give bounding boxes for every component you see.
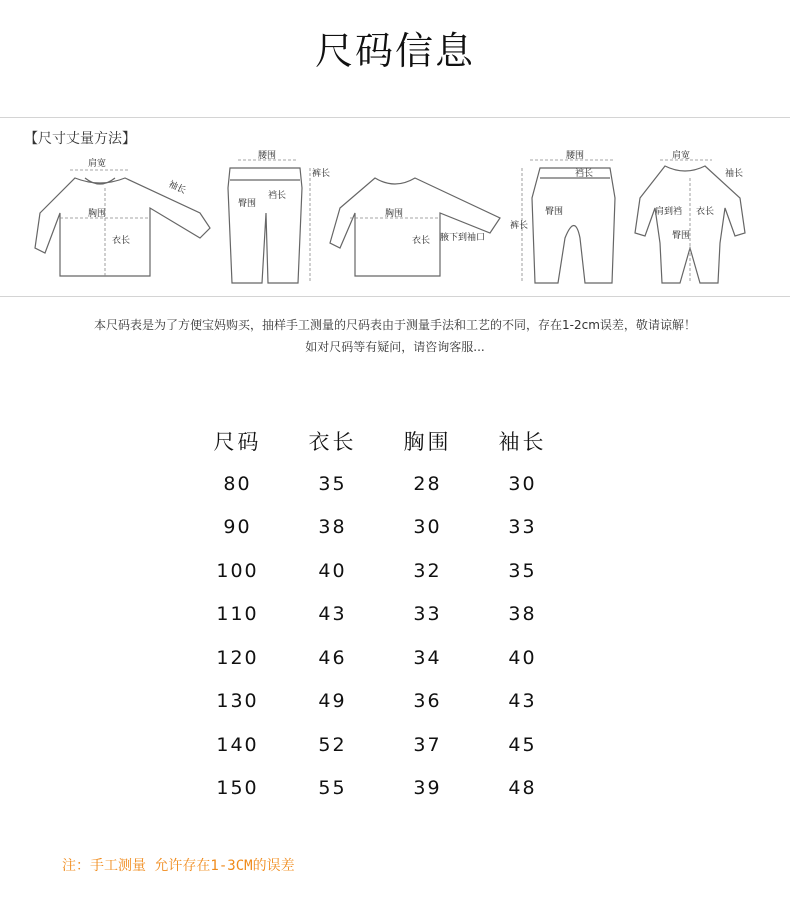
table-row: [190, 636, 570, 680]
cell-length: 49: [318, 690, 347, 713]
table-header-row: [190, 420, 570, 462]
label-shoulder: 肩宽: [88, 159, 107, 169]
cell-sleeve: 38: [508, 603, 537, 626]
label-crotch-1: 裆长: [268, 191, 287, 201]
cell-size: 90: [223, 516, 252, 539]
cell-size: 150: [216, 777, 259, 800]
label-body-length-1: 衣长: [112, 236, 131, 246]
label-chest-2: 胸围: [385, 209, 404, 219]
cell-sleeve: 43: [508, 690, 537, 713]
header-size: 尺码: [213, 430, 262, 454]
cell-chest: 28: [413, 472, 442, 495]
label-hip-1: 臀围: [238, 199, 257, 209]
cell-length: 35: [318, 472, 347, 495]
cell-sleeve: 33: [508, 516, 537, 539]
label-hip-2: 臀围: [545, 207, 564, 217]
cell-size: 130: [216, 690, 259, 713]
header-sleeve: 袖长: [498, 430, 547, 454]
table-row: [190, 506, 570, 550]
cell-length: 40: [318, 559, 347, 582]
label-pants-length-2: 裤长: [510, 221, 529, 231]
header-chest: 胸围: [403, 430, 452, 454]
cell-size: 140: [216, 733, 259, 756]
cell-length: 38: [318, 516, 347, 539]
header-length: 衣长: [308, 430, 357, 454]
label-shoulder-2: 肩宽: [672, 151, 691, 161]
size-chart-table: [190, 420, 570, 810]
page-title: 尺码信息: [314, 29, 475, 73]
measurement-diagrams: [0, 118, 790, 296]
table-row: [190, 767, 570, 811]
cell-size: 100: [216, 559, 259, 582]
cell-length: 46: [318, 646, 347, 669]
raglan-top-illustration: [330, 178, 500, 276]
table-row: [190, 462, 570, 506]
cell-sleeve: 48: [508, 777, 537, 800]
table-row: [190, 680, 570, 724]
measurement-note: 注：手工测量 允许存在1-3CM的误差: [62, 858, 295, 874]
cell-size: 110: [216, 603, 259, 626]
cell-chest: 32: [413, 559, 442, 582]
measurement-heading: 【尺寸丈量方法】: [24, 131, 136, 147]
cell-size: 80: [223, 472, 252, 495]
cell-length: 55: [318, 777, 347, 800]
cell-chest: 37: [413, 733, 442, 756]
open-crotch-pants-illustration: [532, 168, 615, 283]
table-row: [190, 549, 570, 593]
cell-size: 120: [216, 646, 259, 669]
cell-length: 52: [318, 733, 347, 756]
label-underarm-to-cuff: 腋下到袖口: [440, 233, 486, 243]
cell-chest: 36: [413, 690, 442, 713]
label-body-length-2: 衣长: [412, 236, 431, 246]
disclaimer-line-2: 如对尺码等有疑问，请咨询客服...: [305, 340, 485, 354]
label-waist-1: 腰围: [258, 151, 277, 161]
cell-sleeve: 45: [508, 733, 537, 756]
cell-length: 43: [318, 603, 347, 626]
label-sleeve-2: 袖长: [725, 169, 744, 179]
label-waist-2: 腰围: [566, 151, 585, 161]
label-pants-length-1: 裤长: [312, 169, 331, 179]
cell-sleeve: 30: [508, 472, 537, 495]
label-chest-1: 胸围: [88, 209, 107, 219]
cell-chest: 33: [413, 603, 442, 626]
measurement-panel: [0, 117, 790, 297]
cell-chest: 34: [413, 646, 442, 669]
cell-sleeve: 40: [508, 646, 537, 669]
table-row: [190, 593, 570, 637]
label-hip-3: 臀围: [672, 231, 691, 241]
table-row: [190, 723, 570, 767]
label-sleeve-1: 袖长: [166, 179, 188, 197]
label-crotch-2: 裆长: [575, 169, 594, 179]
label-body-length-3: 衣长: [696, 207, 715, 217]
pants-illustration: [228, 168, 302, 283]
cell-chest: 30: [413, 516, 442, 539]
label-shoulder-to-crotch: 肩到裆: [655, 207, 683, 217]
disclaimer-line-1: 本尺码表是为了方便宝妈购买，抽样手工测量的尺码表由于测量手法和工艺的不同，存在1-2cm误差，敬请谅解！: [94, 318, 696, 332]
cell-chest: 39: [413, 777, 442, 800]
cell-sleeve: 35: [508, 559, 537, 582]
